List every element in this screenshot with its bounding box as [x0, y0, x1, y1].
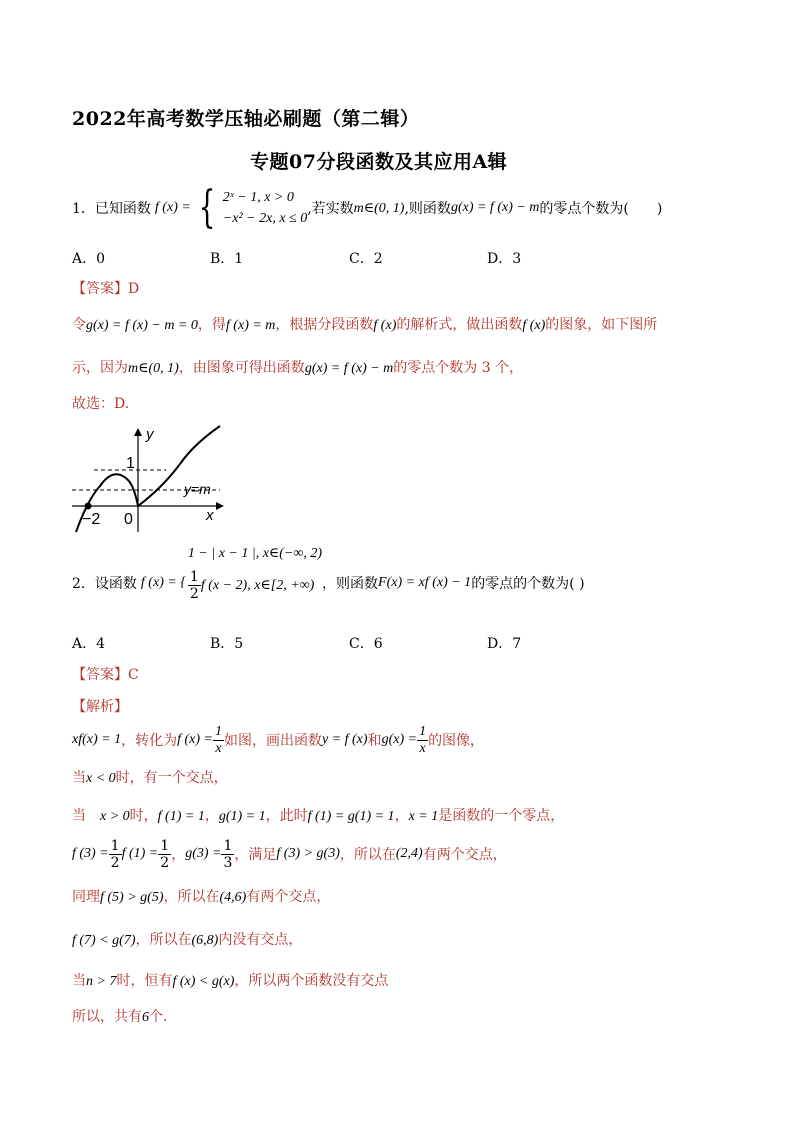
q2-l7-a: 当 — [72, 973, 86, 989]
q2-l4-fa-num: 1 — [110, 837, 120, 854]
graph-x-label: x — [206, 507, 214, 524]
q1-m-cond: m∈(0, 1) — [353, 200, 405, 216]
q1-s2-b: m∈(0, 1) — [128, 361, 179, 376]
q2-l4-i: 有两个交点， — [422, 847, 507, 863]
q2-l1-c: f (x) = — [177, 732, 213, 747]
q2-l4-c: ， — [171, 847, 186, 863]
q2-l3-h: f (1) = g(1) = 1 — [307, 809, 395, 824]
q2-l4-fb-num: 1 — [160, 837, 170, 854]
q2-l7-d: f (x) < g(x) — [172, 974, 235, 989]
q2-l4-e: ，满足 — [234, 847, 277, 863]
q2-l3-a: 当 — [72, 808, 100, 824]
q2-line7 — [72, 970, 388, 990]
q2-l1-frac-den: x — [215, 740, 222, 756]
q2-l4-f: f (3) > g(3) — [276, 846, 340, 861]
q2-option-a: A．4 — [72, 636, 106, 652]
q2-case2-coef — [188, 569, 201, 602]
q2-l3-c: 时， — [129, 808, 158, 824]
q1-case1: 2ˣ − 1, x > 0 — [222, 190, 294, 205]
q2-l1-frac-num: 1 — [214, 723, 222, 739]
q1-s1-f: f (x) — [373, 318, 397, 333]
q1-option-a: A．0 — [72, 251, 106, 267]
q1-fx: f (x) = — [154, 200, 191, 215]
q2-l3-b: x > 0 — [100, 809, 130, 824]
q1-s2-e: 的零点个数为 3 个， — [393, 360, 524, 376]
q2-l5-a: 同理 — [72, 889, 100, 905]
q2-l8-b: 6 — [142, 1010, 149, 1025]
q2-case1: 1 − | x − 1 |, x∈(−∞, 2) — [187, 545, 323, 561]
graph-line-label: y=m — [184, 481, 211, 497]
q2-l7-b: n > 7 — [86, 974, 117, 989]
q2-l4-frac-b — [158, 838, 171, 871]
q2-l1-f: 和 — [367, 733, 382, 749]
page-subtitle: 专题07分段函数及其应用A辑 — [250, 151, 508, 173]
q2-then: ，则函数 — [322, 576, 379, 592]
q2-l1-d: 如图，画出函数 — [223, 733, 322, 749]
q1-prefix: 1．已知函数 — [72, 201, 151, 217]
q2-l2-b: x < 0 — [86, 771, 116, 786]
q1-answer: 【答案】D — [72, 281, 140, 297]
q2-l7-e: ，所以两个函数没有交点 — [234, 973, 389, 989]
q1-s1-c: ，得 — [197, 317, 226, 333]
q1-cases — [223, 187, 307, 229]
q2-l8-a: 所以，共有 — [72, 1009, 142, 1025]
q2-F-def: F(x) = xf (x) − 1 — [378, 575, 472, 590]
graph-zero-label: 0 — [124, 511, 133, 528]
page-title: 2022年高考数学压轴必刷题（第二辑） — [72, 108, 420, 130]
graph-neg2-label: −2 — [82, 511, 101, 528]
q1-stem — [72, 182, 663, 233]
q1-suffix: 的零点个数为( ) — [539, 201, 663, 217]
q1-g-def: g(x) = f (x) − m — [450, 200, 540, 215]
q2-l7-c: 时，恒有 — [116, 973, 173, 989]
q2-l8-c: 个. — [149, 1009, 168, 1025]
q2-l1-frac2-den: x — [419, 740, 426, 756]
q2-line4 — [72, 836, 507, 872]
q2-l1-b: ，转化为 — [121, 733, 178, 749]
q2-l4-h: (2,4) — [395, 846, 423, 861]
q2-l3-d: f (1) = 1 — [157, 809, 205, 824]
q1-option-d: D．3 — [487, 251, 522, 267]
q2-line1 — [72, 722, 484, 758]
q1-then: ,则函数 — [404, 201, 451, 217]
q2-analysis-label: 【解析】 — [72, 699, 128, 715]
q2-l1-frac2-num: 1 — [419, 723, 427, 739]
q2-l4-a: f (3) = — [72, 846, 109, 861]
q2-l1-frac — [213, 724, 224, 757]
q1-middle: ,若实数 — [307, 201, 354, 217]
q1-option-c: C．2 — [349, 251, 383, 267]
q1-s2-a: 示，因为 — [72, 360, 128, 376]
q2-l1-e: y = f (x) — [321, 732, 368, 747]
q2-option-c: C．6 — [349, 636, 383, 652]
graph-x-arrow — [216, 502, 224, 510]
q1-s2-d: g(x) = f (x) − m — [304, 361, 394, 376]
q1-graph — [70, 424, 240, 536]
q2-l1-frac2 — [417, 724, 428, 757]
q2-l6-b: ，所以在 — [135, 932, 192, 948]
q2-l1-a: xf(x) = 1 — [72, 732, 122, 747]
q1-brace: { — [198, 182, 216, 233]
q2-suffix: 的零点的个数为( ) — [471, 576, 585, 592]
q2-l3-k: 是函数的一个零点， — [438, 808, 565, 824]
q2-line2 — [72, 767, 228, 787]
q2-option-b: B．5 — [210, 636, 244, 652]
q1-s1-a: 令 — [72, 317, 86, 333]
q2-stem — [72, 545, 585, 616]
q2-l1-h: 的图像， — [428, 733, 485, 749]
q2-l3-e: ， — [204, 808, 219, 824]
q2-l6-d: 内没有交点， — [218, 932, 303, 948]
q2-l3-i: ， — [394, 808, 409, 824]
q1-case2: −x² − 2x, x ≤ 0 — [222, 211, 308, 226]
q2-prefix: 2．设函数 — [72, 576, 137, 592]
q2-l5-b: f (5) > g(5) — [100, 890, 164, 905]
q2-coef-den: 2 — [189, 585, 199, 602]
q2-l4-d: g(3) = — [185, 846, 222, 861]
q1-solution-line2 — [72, 357, 523, 377]
graph-one-label: 1 — [126, 455, 135, 472]
q2-l1-g: g(x) = — [381, 732, 418, 747]
q1-s1-b: g(x) = f (x) − m = 0 — [86, 318, 198, 333]
q1-s2-c: ，由图象可得出函数 — [178, 360, 305, 376]
q2-l5-d: (4,6) — [219, 890, 247, 905]
q2-l4-frac-a — [109, 838, 122, 871]
q2-line3 — [72, 805, 564, 825]
q2-coef-num: 1 — [189, 568, 199, 585]
q2-option-d: D．7 — [487, 636, 522, 652]
q2-fx: f (x) = { — [140, 575, 186, 590]
q2-case2: f (x − 2), x∈[2, +∞) — [200, 577, 315, 593]
q2-l4-frac-c — [221, 838, 234, 871]
q1-s1-e: ，根据分段函数 — [275, 317, 374, 333]
graph-y-label: y — [146, 426, 154, 443]
q2-cases — [187, 545, 323, 602]
q1-s1-h: f (x) — [522, 318, 546, 333]
q2-l4-fc-num: 1 — [223, 837, 233, 854]
q2-l2-c: 时，有一个交点， — [115, 770, 228, 786]
q1-s1-i: 的图象，如下图所 — [545, 317, 658, 333]
q2-l5-e: 有两个交点， — [246, 889, 331, 905]
q2-l3-j: x = 1 — [408, 809, 439, 824]
q1-solution-line1 — [72, 314, 657, 334]
graph-point-neg2 — [85, 503, 92, 510]
q2-l3-g: ，此时 — [265, 808, 308, 824]
q2-l2-a: 当 — [72, 770, 86, 786]
q2-l5-c: ，所以在 — [163, 889, 220, 905]
q1-s1-d: f (x) = m — [225, 318, 276, 333]
q1-s1-g: 的解析式，做出函数 — [396, 317, 523, 333]
q2-answer: 【答案】C — [72, 667, 139, 683]
q2-l4-g: ，所以在 — [339, 847, 396, 863]
q2-line6 — [72, 929, 302, 949]
q2-l4-fc-den: 3 — [223, 854, 233, 871]
q2-l4-fa-den: 2 — [110, 854, 120, 871]
q2-l4-b: f (1) = — [121, 846, 159, 861]
q2-l6-c: (6,8) — [191, 933, 219, 948]
q2-l4-fb-den: 2 — [160, 854, 170, 871]
q2-l6-a: f (7) < g(7) — [72, 933, 136, 948]
q2-line5 — [72, 886, 330, 906]
q2-line8 — [72, 1006, 167, 1026]
q1-option-b: B．1 — [210, 251, 244, 267]
q2-case2-wrap — [188, 569, 322, 602]
q1-conclusion: 故选：D. — [72, 396, 130, 412]
q2-l3-f: g(1) = 1 — [218, 809, 266, 824]
graph-y-arrow — [134, 428, 142, 436]
